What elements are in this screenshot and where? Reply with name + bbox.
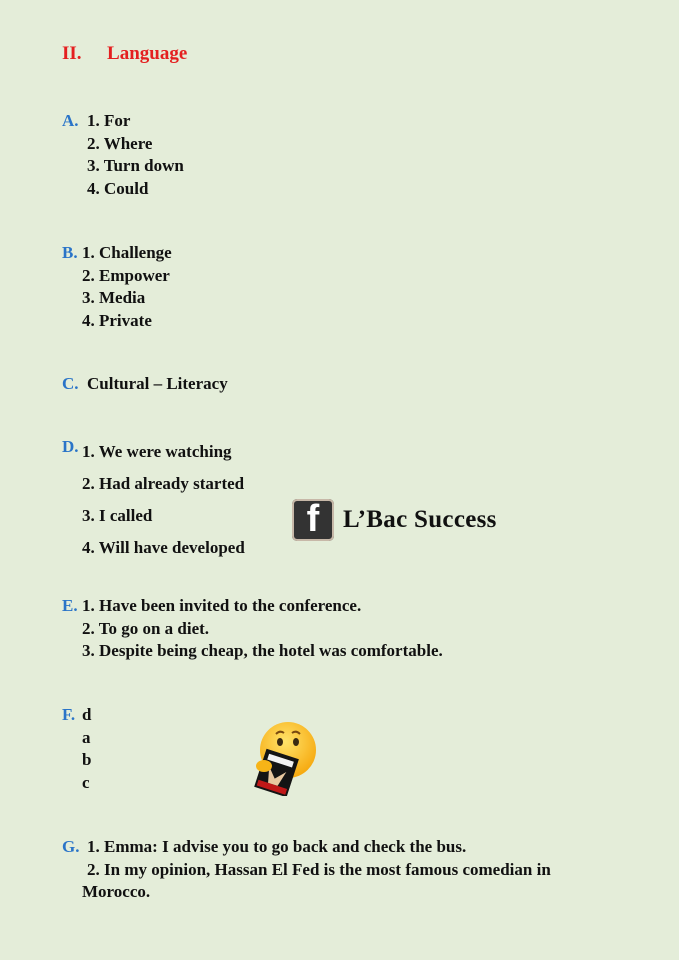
part-d-list: [82, 436, 245, 564]
list-item: 3. I called: [82, 506, 153, 525]
hugging-emoji-sticker-icon: [250, 720, 322, 796]
list-item: 4. Will have developed: [82, 538, 245, 557]
list-item: 2. Had already started: [82, 474, 245, 493]
list-item: b: [82, 750, 92, 769]
list-item: 4. Private: [82, 310, 152, 330]
facebook-icon: f: [292, 499, 334, 541]
part-g-label: G.: [62, 837, 80, 856]
list-item: 2. Where: [87, 133, 153, 153]
section-title: Language: [107, 43, 188, 64]
part-a-label: A.: [62, 111, 79, 130]
part-g-item-2: 2. In my opinion, Hassan El Fed is the most famous comedian in: [87, 860, 551, 879]
list-item: 1. We were watching: [82, 442, 232, 461]
part-b-list: [82, 242, 172, 332]
part-b-label: B.: [62, 243, 78, 262]
list-item: 4. Could: [87, 178, 149, 198]
list-item: 3. Turn down: [87, 156, 184, 175]
part-d-label: D.: [62, 437, 79, 456]
part-f-list: [82, 704, 91, 794]
part-a-list: [87, 110, 184, 200]
part-e-label: E.: [62, 596, 78, 615]
part-e-list: [82, 595, 443, 663]
list-item: 2. Empower: [82, 265, 170, 285]
list-item: c: [82, 772, 90, 792]
list-item: 1. Have been invited to the conference.: [82, 596, 362, 615]
list-item: 1. Challenge: [82, 243, 172, 262]
brand-watermark: L’Bac Success: [343, 506, 497, 533]
section-heading: [62, 43, 187, 65]
list-item: 3. Media: [82, 288, 146, 307]
part-c-label: C.: [62, 374, 79, 393]
list-item: 3. Despite being cheap, the hotel was comfortable.: [82, 641, 443, 660]
list-item: a: [82, 727, 91, 747]
part-g-item-1: 1. Emma: I advise you to go back and check the bus.: [87, 837, 467, 856]
list-item: 1. For: [87, 111, 131, 130]
list-item: 2. To go on a diet.: [82, 618, 210, 638]
part-g-item-2-cont: Morocco.: [82, 882, 151, 901]
part-c-text: Cultural – Literacy: [87, 374, 228, 393]
part-f-label: F.: [62, 705, 76, 724]
section-number: II.: [62, 43, 82, 64]
list-item: d: [82, 705, 92, 724]
